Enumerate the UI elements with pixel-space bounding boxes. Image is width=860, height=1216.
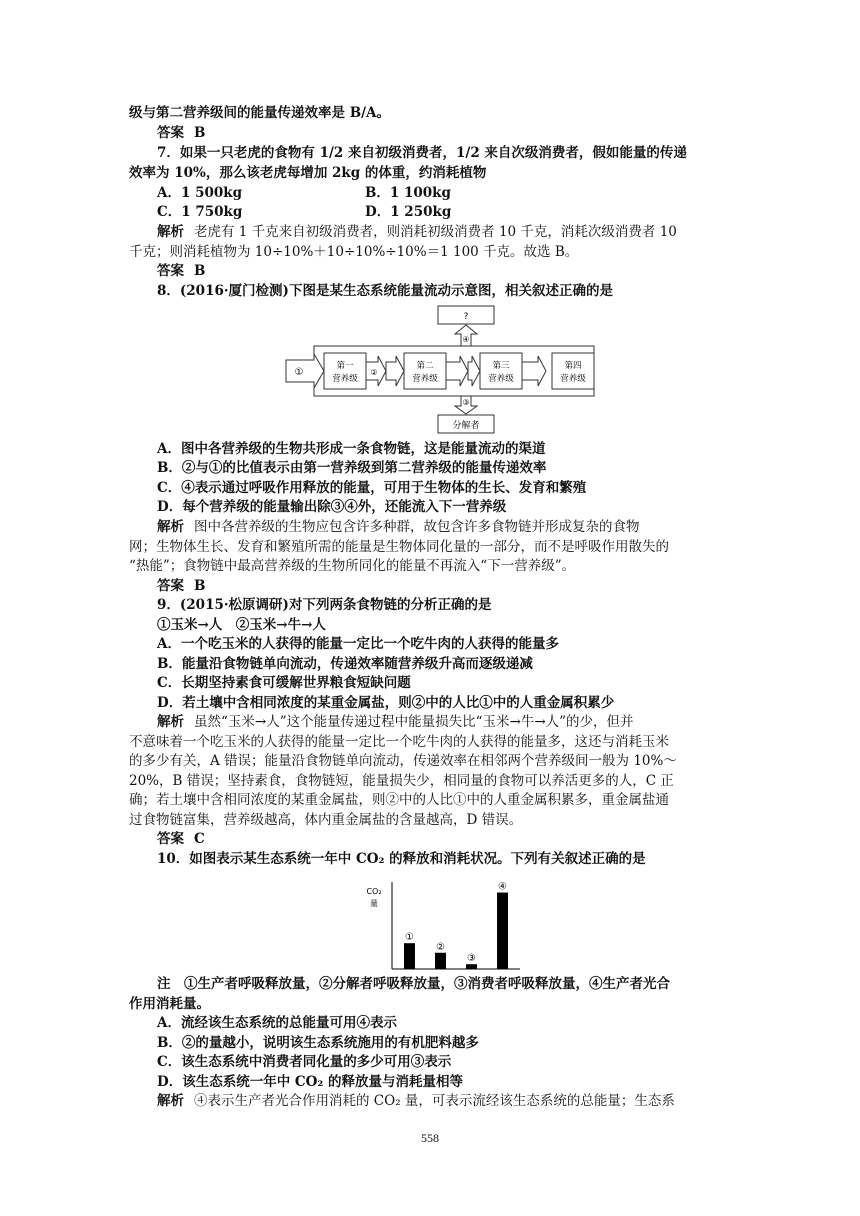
question-10-line1: 10．如图表示某生态系统一年中 CO₂ 的释放和消耗状况。下列有关叙述正确的是 xyxy=(157,851,646,867)
explanation-9-line6: 过食物链富集，营养级越高，体内重金属盐的含量越高，D 错误。 xyxy=(129,812,523,828)
question-7-options-cd xyxy=(157,203,741,222)
svg-text:第一: 第一 xyxy=(336,361,354,371)
answer-label: 答案 xyxy=(157,831,184,847)
bar-label-2: ② xyxy=(436,941,445,953)
bar-label-3: ③ xyxy=(467,953,476,965)
explanation-10-line1 xyxy=(157,1092,741,1111)
question-8-line1: 8．(2016·厦门检测)下图是某生态系统能量流动示意图，相关叙述正确的是 xyxy=(157,283,613,299)
level-1 xyxy=(324,353,366,389)
explanation-9-line5: 确；若土壤中含相同浓度的某重金属盐，则②中的人比①中的人重金属积累多，重金属盐通 xyxy=(129,792,669,808)
explanation-text: 图中各营养级的生物应包含许多种群，故包含许多食物链并形成复杂的食物 xyxy=(194,519,640,535)
svg-text:第三: 第三 xyxy=(492,361,510,371)
answer-value: C xyxy=(194,831,205,847)
explanation-8-line2: 网；生物体生长、发育和繁殖所需的能量是生物体同化量的一部分，而不是呼吸作用散失的 xyxy=(129,539,669,555)
option-d: D．1 250kg xyxy=(365,204,452,220)
bar-3 xyxy=(466,964,477,969)
question-9-line2: ①玉米→人 ②玉米→牛→人 xyxy=(157,617,326,633)
source-arrow xyxy=(286,354,324,388)
arrow-2-label: ② xyxy=(370,368,378,377)
explanation-text: 虽然“玉米→人”这个能量传递过程中能量损失比“玉米→牛→人”的少，但并 xyxy=(194,714,634,730)
bar-label-4: ④ xyxy=(498,881,507,893)
page-number: 558 xyxy=(421,1131,439,1145)
question-7-line1: 7．如果一只老虎的食物有 1/2 来自初级消费者，1/2 来自次级消费者，假如能量的传递 xyxy=(157,145,687,161)
text-line: 级与第二营养级间的能量传递效率是 B/A。 xyxy=(129,105,391,121)
explanation-9-line3: 的多少有关，A 错误；能量沿食物链单向流动，传递效率在相邻两个营养级间一般为 10%～ xyxy=(129,753,677,769)
flow-arrow xyxy=(446,356,468,386)
answer-7 xyxy=(157,262,741,281)
answer-value: B xyxy=(194,578,206,594)
bar-2 xyxy=(435,953,446,969)
question-8-option-c: C．④表示通过呼吸作用释放的能量，可用于生物体的生长、发育和繁殖 xyxy=(157,480,587,496)
flow-arrow xyxy=(522,356,546,386)
explanation-label: 解析 xyxy=(157,224,184,240)
answer-9 xyxy=(157,830,741,849)
question-10-option-c: C．该生态系统中消费者同化量的多少可用③表示 xyxy=(157,1054,452,1070)
explanation-text: ④表示生产者光合作用消耗的 CO₂ 量，可表示流经该生态系统的总能量；生态系 xyxy=(194,1093,675,1109)
flow-arrow xyxy=(386,356,404,386)
energy-flow-diagram xyxy=(284,298,604,436)
y-axis-label-co2: CO₂ xyxy=(366,887,382,896)
svg-text:第二: 第二 xyxy=(416,361,434,371)
explanation-7-line2: 千克；则消耗植物为 10÷10%＋10÷10%÷10%＝1 100 千克。故选 B。 xyxy=(129,244,579,260)
question-7-line2: 效率为 10%，那么该老虎每增加 2kg 的体重，约消耗植物 xyxy=(129,165,487,181)
explanation-7-line1 xyxy=(157,223,741,242)
arrow-3-label: ③ xyxy=(462,398,470,407)
question-10-note-line2: 作用消耗量。 xyxy=(129,996,210,1012)
level-3 xyxy=(480,353,522,389)
explanation-9-line2: 不意味着一个吃玉米的人获得的能量一定比一个吃牛肉的人获得的能量多，这还与消耗玉米 xyxy=(129,734,669,750)
unknown-box-label: ? xyxy=(463,312,469,322)
explanation-9-line4: 20%，B 错误；坚持素食，食物链短，能量损失少，相同量的食物可以养活更多的人，C 正 xyxy=(129,773,674,789)
question-9-option-c: C．长期坚持素食可缓解世界粮食短缺问题 xyxy=(157,675,411,691)
question-7-options-ab xyxy=(157,184,741,203)
answer-value: B xyxy=(194,263,206,279)
level-2 xyxy=(404,353,446,389)
svg-text:营养级: 营养级 xyxy=(412,374,438,384)
explanation-label: 解析 xyxy=(157,519,184,535)
svg-text:营养级: 营养级 xyxy=(332,374,358,384)
answer-label: 答案 xyxy=(157,263,184,279)
explanation-label: 解析 xyxy=(157,1093,184,1109)
svg-text:营养级: 营养级 xyxy=(560,374,586,384)
question-10-option-a: A．流经该生态系统的总能量可用④表示 xyxy=(157,1015,397,1031)
question-9-option-b: B．能量沿食物链单向流动，传递效率随营养级升高而逐级递减 xyxy=(157,656,533,672)
arrow-4-label: ④ xyxy=(462,335,470,344)
svg-text:营养级: 营养级 xyxy=(488,374,514,384)
answer-label: 答案 xyxy=(157,125,184,141)
flow-arrow xyxy=(468,356,480,386)
svg-text:第四: 第四 xyxy=(564,361,582,371)
explanation-9-line1 xyxy=(157,713,741,732)
y-axis-label-amount: 量 xyxy=(370,899,378,908)
question-10-option-b: B．②的量越小，说明该生态系统施用的有机肥料越多 xyxy=(157,1035,479,1051)
question-8-option-d: D．每个营养级的能量输出除③④外，还能流入下一营养级 xyxy=(157,499,507,515)
explanation-8-line3: “热能”；食物链中最高营养级的生物所同化的能量不再流入“下一营养级”。 xyxy=(129,558,576,574)
question-9-line1: 9．(2015·松原调研)对下列两条食物链的分析正确的是 xyxy=(157,597,492,613)
answer-6 xyxy=(157,124,741,143)
question-9-option-d: D．若土壤中含相同浓度的某重金属盐，则②中的人比①中的人重金属积累少 xyxy=(157,695,615,711)
question-10-option-d: D．该生态系统一年中 CO₂ 的释放量与消耗量相等 xyxy=(157,1074,464,1090)
option-c: C．1 750kg xyxy=(157,204,243,220)
question-9-option-a: A．一个吃玉米的人获得的能量一定比一个吃牛肉的人获得的能量多 xyxy=(157,636,559,652)
option-a: A．1 500kg xyxy=(157,185,243,201)
question-8-option-b: B．②与①的比值表示由第一营养级到第二营养级的能量传递效率 xyxy=(157,460,547,476)
question-10-note-line1: 注 ①生产者呼吸释放量，②分解者呼吸释放量，③消费者呼吸释放量，④生产者光合 xyxy=(157,976,670,992)
bar-1 xyxy=(404,943,415,969)
question-8-option-a: A．图中各营养级的生物共形成一条食物链，这是能量流动的渠道 xyxy=(157,441,546,457)
source-label: ① xyxy=(294,367,304,378)
answer-8 xyxy=(157,577,741,596)
bar-label-1: ① xyxy=(405,932,414,944)
explanation-8-line1 xyxy=(157,518,741,537)
co2-bar-chart xyxy=(360,872,530,972)
explanation-label: 解析 xyxy=(157,714,184,730)
answer-value: B xyxy=(194,125,206,141)
answer-label: 答案 xyxy=(157,578,184,594)
explanation-text: 老虎有 1 千克来自初级消费者，则消耗初级消费者 10 千克，消耗次级消费者 10 xyxy=(194,224,677,240)
decomposer-label: 分解者 xyxy=(452,421,480,431)
option-b: B．1 100kg xyxy=(365,185,451,201)
level-4 xyxy=(552,353,594,389)
bar-4 xyxy=(497,893,508,969)
